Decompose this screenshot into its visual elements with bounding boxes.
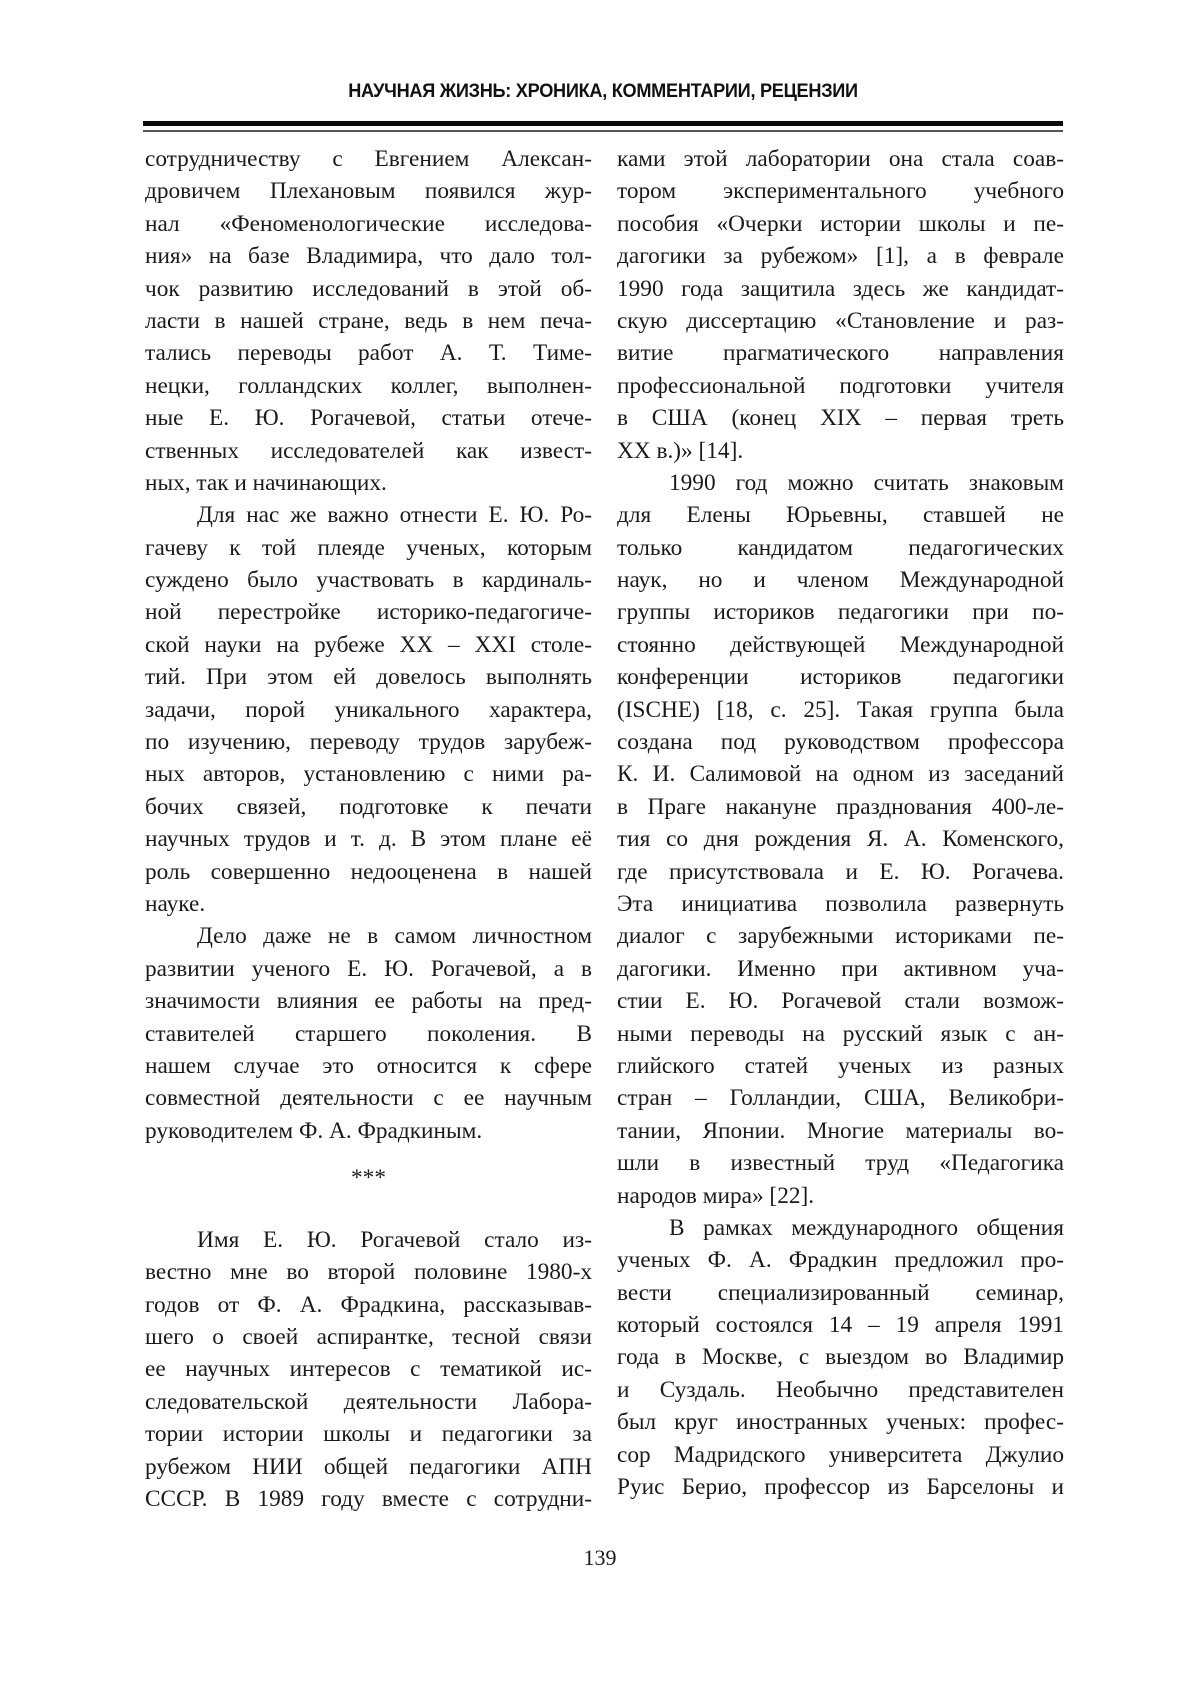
text-line: задачи, порой уникального характера,: [145, 696, 592, 723]
text-line: бочих связей, подготовке к печати: [145, 793, 592, 820]
text-line: глийского статей ученых из разных: [617, 1052, 1064, 1079]
text-line: народов мира» [22].: [617, 1182, 815, 1209]
running-header: НАУЧНАЯ ЖИЗНЬ: ХРОНИКА, КОММЕНТАРИИ, РЕЦЕНЗИИ: [348, 80, 858, 102]
text-line: ными переводы на русский язык с ан-: [617, 1020, 1064, 1047]
text-line: ской науки на рубеже XX – XXI столе-: [145, 631, 592, 658]
text-line: тались переводы работ А. Т. Тиме-: [145, 340, 592, 367]
text-line: нал «Феноменологические исследова-: [145, 210, 592, 237]
text-line: шли в известный труд «Педагогика: [617, 1150, 1064, 1177]
section-separator: ***: [351, 1164, 386, 1191]
text-line: рубежом НИИ общей педагогики АПН: [145, 1453, 592, 1480]
text-line: ния» на базе Владимира, что дало тол-: [145, 243, 592, 270]
text-line: роль совершенно недооценена в нашей: [145, 858, 592, 885]
text-line: наук, но и членом Международной: [617, 567, 1064, 594]
text-line: (ISCHE) [18, с. 25]. Такая группа была: [617, 696, 1064, 723]
text-line: совместной деятельности с ее научным: [145, 1085, 592, 1112]
text-line: значимости влияния ее работы на пред-: [145, 988, 592, 1015]
text-line: стии Е. Ю. Рогачевой стали возмож-: [617, 988, 1064, 1015]
text-line: развитии ученого Е. Ю. Рогачевой, а в: [145, 955, 592, 982]
text-line: был круг иностранных ученых: профес-: [617, 1409, 1064, 1436]
text-line: чок развитию исследований в этой об-: [145, 275, 592, 302]
text-line: гачеву к той плеяде ученых, которым: [145, 534, 592, 561]
text-line: года в Москве, с выездом во Владимир: [617, 1344, 1064, 1371]
text-line: дагогики. Именно при активном уча-: [617, 955, 1064, 982]
text-line: в США (конец XIX – первая треть: [617, 405, 1064, 432]
paragraph-start: Дело даже не в самом личностном: [197, 923, 592, 950]
text-line: XX в.)» [14].: [617, 437, 744, 464]
text-line: сотрудничеству с Евгением Алексан-: [145, 146, 592, 172]
paragraph-start: Имя Е. Ю. Рогачевой стало из-: [197, 1226, 592, 1253]
header-rule-thin: [143, 130, 1063, 132]
paragraph-start: В рамках международного общения: [669, 1214, 1064, 1241]
text-line: дагогики за рубежом» [1], а в феврале: [617, 243, 1064, 270]
text-line: тий. При этом ей довелось выполнять: [145, 664, 592, 691]
text-line: научных трудов и т. д. В этом плане её: [145, 826, 592, 853]
text-line: тия со дня рождения Я. А. Коменского,: [617, 826, 1064, 853]
text-line: нашем случае это относится к сфере: [145, 1052, 592, 1079]
text-line: профессиональной подготовки учителя: [617, 372, 1064, 399]
text-line: тором экспериментального учебного: [617, 178, 1064, 205]
text-line: сор Мадридского университета Джулио: [617, 1441, 1064, 1468]
text-line: ставителей старшего поколения. В: [145, 1020, 592, 1047]
text-line: ственных исследователей как извест-: [145, 437, 592, 464]
text-line: конференции историков педагогики: [617, 664, 1064, 691]
text-line: К. И. Салимовой на одном из заседаний: [617, 761, 1064, 788]
text-line: пособия «Очерки истории школы и пе-: [617, 210, 1064, 237]
text-line: тании, Японии. Многие материалы во-: [617, 1117, 1064, 1144]
text-line: в Праге накануне празднования 400-ле-: [617, 793, 1064, 820]
text-line: годов от Ф. А. Фрадкина, рассказывав-: [145, 1291, 592, 1318]
text-line: ласти в нашей стране, ведь в нем печа-: [145, 307, 592, 334]
text-line: руководителем Ф. А. Фрадкиным.: [145, 1117, 483, 1144]
text-line: и Суздаль. Необычно представителен: [617, 1376, 1064, 1403]
page-number: 139: [583, 1545, 617, 1570]
text-line: группы историков педагогики при по-: [617, 599, 1064, 626]
text-line: ные Е. Ю. Рогачевой, статьи отече-: [145, 405, 592, 432]
header-rule-thick: [143, 121, 1063, 126]
text-line: стран – Голландии, США, Великобри-: [617, 1085, 1064, 1112]
text-line: суждено было участвовать в кардиналь-: [145, 567, 592, 594]
text-line: по изучению, переводу трудов зарубеж-: [145, 729, 592, 756]
text-line: науке.: [145, 890, 206, 917]
text-line: вести специализированный семинар,: [617, 1279, 1064, 1306]
text-line: СССР. В 1989 году вместе с сотрудни-: [145, 1486, 592, 1513]
text-line: дровичем Плехановым появился жур-: [145, 178, 592, 205]
text-line: ученых Ф. А. Фрадкин предложил про-: [617, 1247, 1064, 1274]
text-line: 1990 года защитила здесь же кандидат-: [617, 275, 1064, 302]
spacer: [145, 1194, 592, 1224]
paragraph-start: 1990 год можно считать знаковым: [669, 469, 1064, 496]
text-line: скую диссертацию «Становление и раз-: [617, 307, 1064, 334]
text-line: стоянно действующей Международной: [617, 631, 1064, 658]
text-line: шего о своей аспирантке, тесной связи: [145, 1324, 592, 1351]
paragraph-start: Для нас же важно отнести Е. Ю. Ро-: [197, 502, 592, 529]
right-column: [617, 143, 1064, 1503]
text-line: вестно мне во второй половине 1980-х: [145, 1259, 592, 1286]
left-column: [145, 143, 592, 1515]
text-line: ее научных интересов с тематикой ис-: [145, 1356, 592, 1383]
text-line: Эта инициатива позволила развернуть: [617, 890, 1064, 917]
text-line: для Елены Юрьевны, ставшей не: [617, 502, 1064, 529]
text-line: создана под руководством профессора: [617, 729, 1064, 756]
text-line: ных авторов, установлению с ними ра-: [145, 761, 592, 788]
text-line: диалог с зарубежными историками пе-: [617, 923, 1064, 950]
text-line: где присутствовала и Е. Ю. Рогачева.: [617, 858, 1064, 885]
text-line: тории истории школы и педагогики за: [145, 1421, 592, 1448]
text-line: только кандидатом педагогических: [617, 534, 1064, 561]
text-line: следовательской деятельности Лабора-: [145, 1388, 592, 1415]
text-line: ных, так и начинающих.: [145, 469, 387, 496]
text-line: нецки, голландских коллег, выполнен-: [145, 372, 592, 399]
text-line: ками этой лаборатории она стала соав-: [617, 146, 1064, 172]
text-line: витие прагматического направления: [617, 340, 1064, 367]
text-line: Руис Берио, профессор из Барселоны и: [617, 1474, 1064, 1501]
text-line: который состоялся 14 – 19 апреля 1991: [617, 1312, 1064, 1339]
text-line: ной перестройке историко-педагогиче-: [145, 599, 592, 626]
